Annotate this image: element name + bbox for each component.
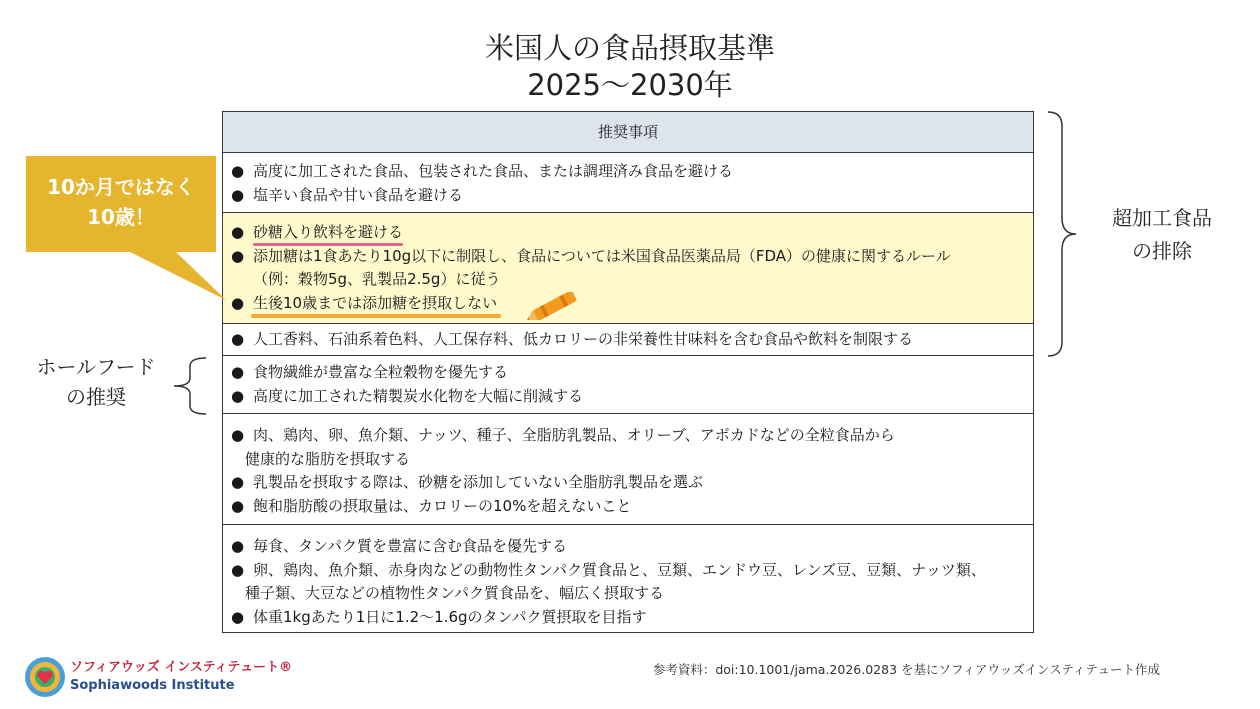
list-item-continuation: （例：穀物5g、乳製品2.5g）に従う [253,270,501,288]
bullet-icon: ● [231,330,245,348]
bullet-icon: ● [231,246,245,265]
sophiawoods-logo-icon [24,656,66,698]
title-line-1: 米国人の食品摂取基準 [484,31,775,65]
bullet-icon: ● [231,607,245,626]
page-title [0,30,1260,104]
bullet-icon: ● [231,293,245,312]
whole-food-label: ホールフード の推奨 [36,355,156,409]
list-item: ● 飽和脂肪酸の摂取量は、カロリーの10%を超えないこと [231,495,1033,519]
list-item: ● 肉、鶏肉、卵、魚介類、ナッツ、種子、全脂肪乳製品、オリーブ、アボカドなどの全粒食品から [231,424,1033,448]
bullet-icon: ● [231,363,245,381]
list-item: ● 毎食、タンパク質を豊富に含む食品を優先する [231,535,1033,559]
bullet-icon: ● [231,162,245,180]
list-item-continuation: 種子類、大豆などの植物性タンパク質食品を、幅広く摂取する [245,584,664,602]
bullet-icon: ● [231,185,245,204]
bullet-icon: ● [231,473,245,491]
list-item: ● 体重1kgあたり1日に1.2〜1.6gのタンパク質摂取を目指す [231,606,1033,630]
list-item: ● 乳製品を摂取する際は、砂糖を添加していない全脂肪乳製品を選ぶ [231,471,1033,495]
bullet-icon: ● [231,537,245,555]
pink-underline-text: 砂糖入り飲料を避ける [253,221,403,245]
left-curly-brace-icon [170,357,210,415]
title-line-2: 2025〜2030年 [527,68,733,102]
list-item [231,292,1033,316]
list-item: ● 食物繊維が豊富な全粒穀物を優先する [231,361,1033,385]
table-row [223,324,1033,356]
bullet-icon: ● [231,560,245,579]
list-item: ● 添加糖は1食あたり10g以下に制限し、食品については米国食品医薬品局（FDA）の健康に関するルール [231,245,1033,269]
table-row [223,356,1033,414]
right-curly-brace-icon [1044,110,1080,358]
logo-text-en: Sophiawoods Institute [70,678,235,693]
table-row-highlighted [223,213,1033,324]
table-row [223,525,1033,632]
bullet-icon: ● [231,223,245,241]
bullet-icon: ● [231,386,245,405]
list-item: ● 高度に加工された精製炭水化物を大幅に削減する [231,385,1033,409]
bullet-icon: ● [231,496,245,515]
bullet-icon: ● [231,426,245,444]
reference-note: 参考資料：doi:10.1001/jama.2026.0283 を基にソフィアウッズインスティテュート作成 [652,662,1160,677]
table-header: 推奨事項 [223,112,1033,153]
list-item: ● 人工香料、石油系着色料、人工保存料、低カロリーの非栄養性甘味料を含む食品や飲料を制限する [231,328,1033,352]
callout-text: 10か月ではなく 10歳！ [47,175,195,229]
orange-underline-text: 生後10歳までは添加糖を摂取しない [253,292,497,316]
list-item: ● 高度に加工された食品、包装された食品、または調理済み食品を避ける [231,160,1033,184]
list-item: ● 塩辛い食品や甘い食品を避ける [231,184,1033,208]
list-item-continuation: 健康的な脂肪を摂取する [245,449,411,468]
table-row [223,153,1033,213]
logo-text-jp: ソフィアウッズ インスティテュート® [70,660,293,675]
crayon-icon [523,292,585,320]
list-item [231,221,1033,245]
table-row [223,414,1033,525]
ultra-processed-label: 超加工食品 の排除 [1112,206,1212,263]
list-item: ● 卵、鶏肉、魚介類、赤身肉などの動物性タンパク質食品と、豆類、エンドウ豆、レンズ豆、豆類、ナッツ類、 [231,559,1033,583]
recommendations-table [222,111,1034,633]
